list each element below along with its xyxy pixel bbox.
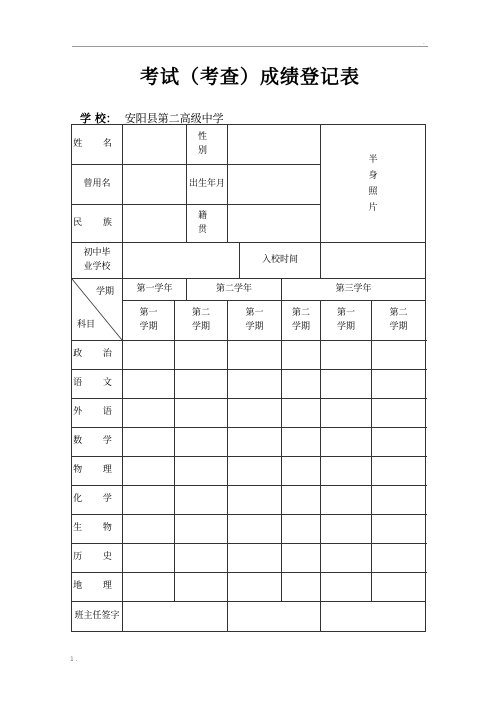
- table-row: [72, 370, 426, 399]
- score-cell[interactable]: [282, 341, 321, 370]
- score-cell[interactable]: [228, 457, 282, 486]
- signature-field-year-2[interactable]: [228, 602, 321, 632]
- score-cell[interactable]: [321, 457, 372, 486]
- native-place-field[interactable]: [228, 205, 321, 243]
- subject-label: 语 文: [72, 370, 123, 399]
- score-cell[interactable]: [123, 544, 175, 573]
- ethnicity-field[interactable]: [123, 205, 187, 243]
- score-cell[interactable]: [372, 573, 426, 602]
- table-row: [72, 544, 426, 573]
- subject-label: 物 理: [72, 457, 123, 486]
- gender-field[interactable]: [228, 125, 321, 165]
- subject-label: 地 理: [72, 573, 123, 602]
- semester-header-5: 第一 学期: [321, 301, 372, 341]
- header-rule: [72, 46, 428, 47]
- score-cell[interactable]: [228, 399, 282, 428]
- subject-label: 数 学: [72, 428, 123, 457]
- score-cell[interactable]: [321, 544, 372, 573]
- score-cell[interactable]: [282, 573, 321, 602]
- score-cell[interactable]: [321, 486, 372, 515]
- table-row: [72, 457, 426, 486]
- subject-label: 外 语: [72, 399, 123, 428]
- name-field[interactable]: [123, 125, 187, 165]
- score-cell[interactable]: [228, 573, 282, 602]
- signature-label: 班主任签字: [72, 602, 123, 632]
- page-title: 考试（考查）成绩登记表: [139, 66, 360, 88]
- table-row: [72, 428, 426, 457]
- score-cell[interactable]: [321, 573, 372, 602]
- ethnicity-label: 民 族: [72, 205, 123, 243]
- native-place-label: 籍 贯: [187, 205, 228, 243]
- score-cell[interactable]: [175, 399, 228, 428]
- score-cell[interactable]: [228, 370, 282, 399]
- semester-header-4: 第二 学期: [282, 301, 321, 341]
- photo-area[interactable]: 半 身 照 片: [321, 125, 426, 243]
- score-cell[interactable]: [282, 370, 321, 399]
- enroll-time-label: 入校时间: [240, 243, 321, 279]
- score-cell[interactable]: [175, 341, 228, 370]
- score-cell[interactable]: [282, 428, 321, 457]
- score-cell[interactable]: [321, 370, 372, 399]
- score-cell[interactable]: [175, 457, 228, 486]
- grade-record-table: [71, 124, 426, 632]
- table-row: [72, 486, 426, 515]
- semester-header-2: 第二 学期: [175, 301, 228, 341]
- score-cell[interactable]: [372, 486, 426, 515]
- score-cell[interactable]: [372, 457, 426, 486]
- score-cell[interactable]: [123, 573, 175, 602]
- score-cell[interactable]: [123, 457, 175, 486]
- semester-header-1: 第一 学期: [123, 301, 175, 341]
- former-name-label: 曾用名: [72, 165, 123, 205]
- score-cell[interactable]: [123, 515, 175, 544]
- score-cell[interactable]: [321, 515, 372, 544]
- score-cell[interactable]: [228, 486, 282, 515]
- score-cell[interactable]: [175, 428, 228, 457]
- score-cell[interactable]: [372, 515, 426, 544]
- diagonal-header: [72, 279, 123, 341]
- score-cell[interactable]: [175, 370, 228, 399]
- middle-school-label: 初中毕 业学校: [72, 243, 123, 279]
- semester-header-3: 第一 学期: [228, 301, 282, 341]
- score-cell[interactable]: [123, 341, 175, 370]
- score-cell[interactable]: [372, 399, 426, 428]
- enroll-time-field[interactable]: [321, 243, 426, 279]
- middle-school-field[interactable]: [123, 243, 240, 279]
- score-cell[interactable]: [228, 544, 282, 573]
- gender-label: 性 别: [187, 125, 228, 165]
- score-cell[interactable]: [123, 399, 175, 428]
- semester-header: 学期: [95, 287, 114, 297]
- score-cell[interactable]: [282, 457, 321, 486]
- header-mark: .: [423, 39, 425, 46]
- score-cell[interactable]: [228, 515, 282, 544]
- birth-label: 出生年月: [187, 165, 228, 205]
- score-cell[interactable]: [175, 544, 228, 573]
- score-cell[interactable]: [282, 515, 321, 544]
- subject-label: 政 治: [72, 341, 123, 370]
- score-cell[interactable]: [372, 370, 426, 399]
- year-3-header: 第三学年: [282, 279, 426, 301]
- score-cell[interactable]: [123, 370, 175, 399]
- score-cell[interactable]: [321, 428, 372, 457]
- score-cell[interactable]: [175, 486, 228, 515]
- table-row: [72, 573, 426, 602]
- score-cell[interactable]: [175, 573, 228, 602]
- subject-label: 化 学: [72, 486, 123, 515]
- year-2-header: 第二学年: [187, 279, 282, 301]
- score-cell[interactable]: [282, 486, 321, 515]
- score-cell[interactable]: [282, 399, 321, 428]
- table-row: [72, 515, 426, 544]
- year-1-header: 第一学年: [123, 279, 187, 301]
- footer-mark: 1 .: [70, 656, 78, 663]
- score-cell[interactable]: [123, 486, 175, 515]
- score-cell[interactable]: [228, 428, 282, 457]
- subject-label: 历 史: [72, 544, 123, 573]
- table-row: [72, 341, 426, 370]
- score-cell[interactable]: [282, 544, 321, 573]
- semester-header-6: 第二 学期: [372, 301, 426, 341]
- score-cell[interactable]: [228, 341, 282, 370]
- score-cell[interactable]: [123, 428, 175, 457]
- score-cell[interactable]: [372, 428, 426, 457]
- score-cell[interactable]: [175, 515, 228, 544]
- school-label: 学 校：: [80, 112, 117, 125]
- score-cell[interactable]: [321, 399, 372, 428]
- score-cell[interactable]: [372, 341, 426, 370]
- school-value: 安阳县第二高级中学: [124, 112, 224, 125]
- birth-field[interactable]: [228, 165, 321, 205]
- name-label: 姓 名: [72, 125, 123, 165]
- subject-label: 生 物: [72, 515, 123, 544]
- signature-field-year-3[interactable]: [321, 602, 426, 632]
- table-row: [72, 399, 426, 428]
- signature-row: [72, 602, 426, 632]
- former-name-field[interactable]: [123, 165, 187, 205]
- signature-field-year-1[interactable]: [123, 602, 228, 632]
- score-cell[interactable]: [372, 544, 426, 573]
- score-cell[interactable]: [321, 341, 372, 370]
- subject-header: 科目: [77, 319, 96, 330]
